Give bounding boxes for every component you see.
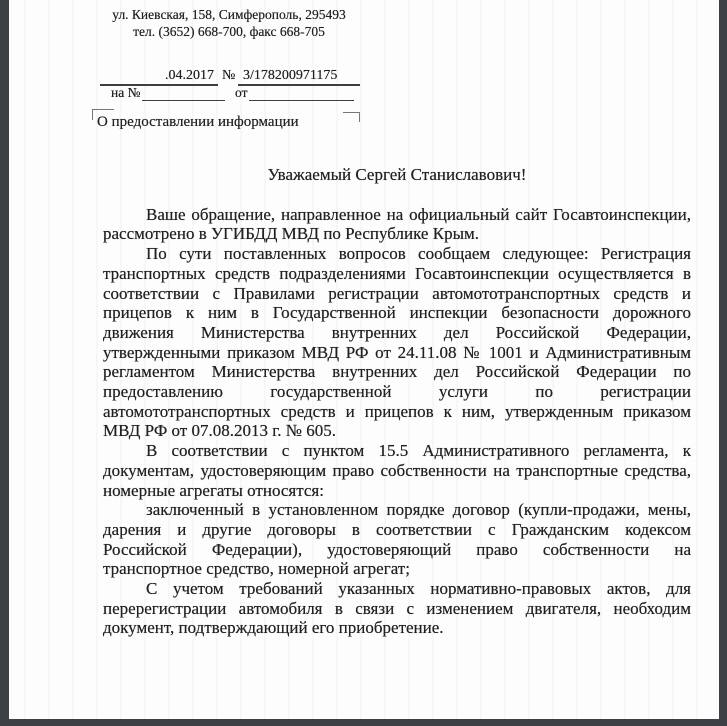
body-paragraphs xyxy=(103,205,691,638)
outgoing-number-field: 3/178200971175 xyxy=(238,68,360,86)
body-line: перерегистрации автомобиля в связи с изменением двигателя, необходим xyxy=(103,598,691,618)
subject-corner-mark-right xyxy=(343,112,360,122)
body-line: движения Министерства внутренних дел Российской Федерации, xyxy=(103,322,691,342)
body-line: В соответствии с пунктом 15.5 Административного регламента, к xyxy=(146,441,691,461)
paragraph xyxy=(103,205,691,244)
body-line: По сути поставленных вопросов сообщаем следующее: Регистрация xyxy=(146,244,691,264)
letterhead-phone-line: тел. (3652) 668-700, факс 668-705 xyxy=(133,23,325,39)
letterhead-address-block xyxy=(98,7,360,40)
body-line: Российской Федерации), удостоверяющий право собственности на xyxy=(103,539,691,559)
body-line: транспортное средство, номерной агрегат; xyxy=(103,559,410,579)
body-line: регламентом Министерства внутренних дел Российской Федерации по xyxy=(103,362,691,382)
body-line: транспортных средств подразделениями Госавтоинспекции осуществляется в xyxy=(103,263,691,283)
paragraph xyxy=(103,244,691,441)
body-line: предоставлению государственной услуги по регистрации xyxy=(103,382,691,402)
body-line: номерные агрегаты относятся: xyxy=(103,480,324,500)
body-line: МВД РФ от 07.08.2013 г. № 605. xyxy=(103,421,336,441)
letter-body xyxy=(103,165,691,638)
paragraph xyxy=(103,579,691,638)
body-line: документам, удостоверяющим право собственности на транспортные средства, xyxy=(103,460,691,480)
letterhead-address-line: ул. Киевская, 158, Симферополь, 295493 xyxy=(112,7,346,22)
body-line: рассмотрено в УГИБДД МВД по Республике Крым. xyxy=(103,224,480,244)
reply-to-date-blank-field xyxy=(249,84,354,101)
salutation: Уважаемый Сергей Станиславович! xyxy=(267,165,527,184)
body-line: документ, подтверждающий его приобретение. xyxy=(103,618,444,638)
paragraph xyxy=(103,441,691,500)
number-sign-label: № xyxy=(222,68,236,83)
letter-subject: О предоставлении информации xyxy=(97,114,299,130)
scan-edge-right xyxy=(719,0,727,726)
reply-to-date-label: от xyxy=(235,85,248,100)
reply-to-number-label: на № xyxy=(111,85,141,100)
scan-edge-left xyxy=(0,0,9,726)
paragraph xyxy=(103,500,691,579)
body-line: прицепов к ним в Государственной инспекции безопасности дорожного xyxy=(103,303,691,323)
reply-to-number-blank-field xyxy=(142,84,225,101)
body-line: заключенный в установленном порядке договор (купли-продажи, мены, xyxy=(146,500,691,520)
body-line: соответствии с Правилами регистрации автомототранспортных средств и xyxy=(103,283,691,303)
body-line: дарения и другие договоры в соответствии с Гражданским кодексом xyxy=(103,519,691,539)
body-line: С учетом требований указанных нормативно-правовых актов, для xyxy=(146,579,691,599)
body-line: автомототранспортных средств и прицепов к ним, утвержденным приказом xyxy=(103,401,691,421)
outgoing-date-field: .04.2017 xyxy=(100,68,218,86)
scan-edge-bottom xyxy=(0,719,727,726)
body-line: Ваше обращение, направленное на официальный сайт Госавтоинспекции, xyxy=(146,204,691,224)
body-line: утвержденными приказом МВД РФ от 24.11.08 № 1001 и Административным xyxy=(103,342,691,362)
